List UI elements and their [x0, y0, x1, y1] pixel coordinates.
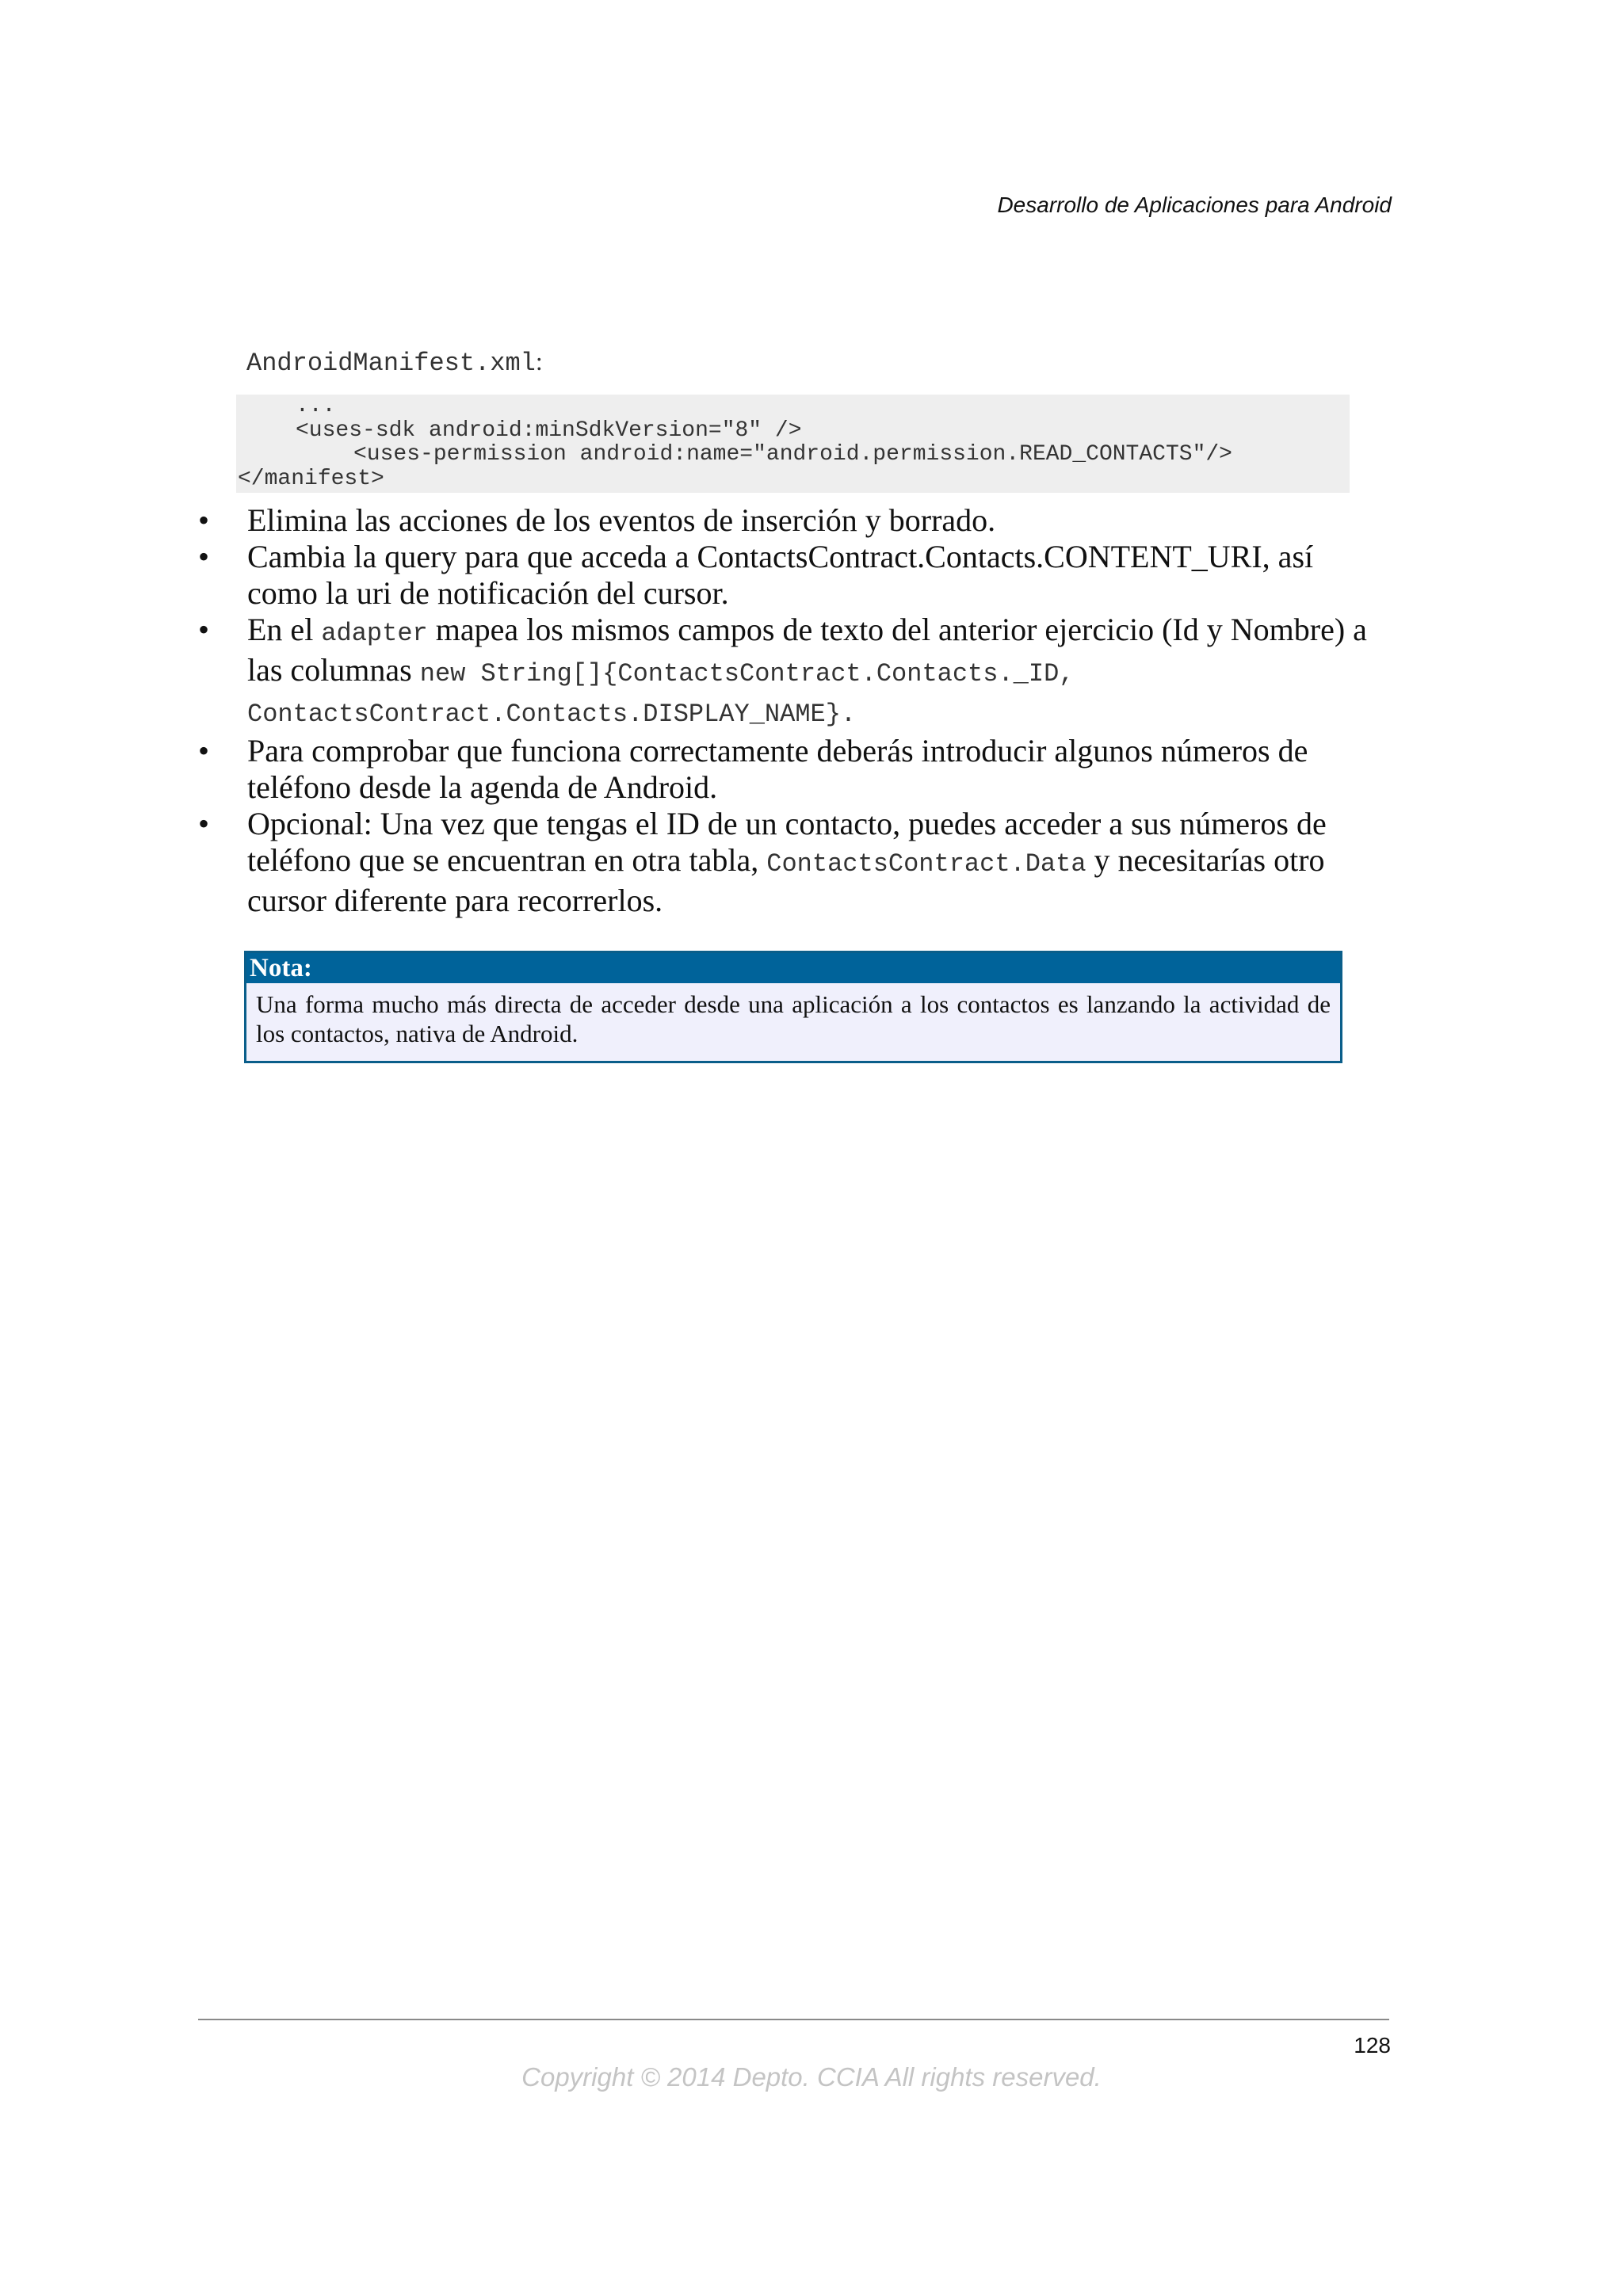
- code-file-label: [246, 347, 543, 378]
- bullet-marker: •: [198, 539, 210, 574]
- note-box: [244, 951, 1342, 1063]
- code-line: </manifest>: [238, 466, 384, 491]
- list-item-text: Opcional: Una vez que tengas el ID de un contacto, puedes acceder a sus números de teléfono que se encuentran en otra tabla,: [247, 806, 1327, 878]
- list-item-text: Cambia la query para que acceda a ContactsContract.Contacts.CONTENT_URI, así como la uri de notificación del cursor.: [247, 539, 1314, 611]
- instruction-list: [198, 502, 1387, 919]
- copyright-notice: Copyright © 2014 Depto. CCIA All rights reserved.: [521, 2062, 1102, 2092]
- note-title: Nota:: [246, 953, 1340, 983]
- code-block: [236, 395, 1350, 493]
- code-line: ...: [296, 395, 336, 418]
- file-label-colon: :: [535, 347, 543, 376]
- list-item-text: Para comprobar que funciona correctamente deberás introducir algunos números de teléfono desde la agenda de Android.: [247, 733, 1308, 805]
- inline-code: .: [840, 700, 857, 729]
- list-item: [198, 502, 1387, 539]
- code-line: <uses-sdk android:minSdkVersion="8" />: [296, 418, 802, 443]
- file-name: AndroidManifest.xml: [246, 349, 536, 378]
- list-item-text: En el: [247, 612, 322, 647]
- code-line: <uses-permission android:name="android.permission.READ_CONTACTS"/>: [353, 442, 1232, 467]
- inline-code: ContactsContract.Data: [766, 849, 1086, 879]
- bullet-marker: •: [198, 806, 210, 841]
- list-item-text: y necesitarías otro cursor diferente para recorrerlos.: [247, 842, 1325, 918]
- list-item-text: Elimina las acciones de los eventos de inserción y borrado.: [247, 502, 996, 538]
- note-body: Una forma mucho más directa de acceder desde una aplicación a los contactos es lanzando la actividad de los contactos, nativa de Android.: [256, 990, 1331, 1047]
- inline-code: adapter: [321, 619, 428, 648]
- list-item: [198, 539, 1387, 612]
- footer-divider: [198, 2019, 1389, 2020]
- inline-code: new String[]{ContactsContract.Contacts._ID, ContactsContract.Contacts.DISPLAY_NAME}: [247, 659, 1075, 729]
- bullet-marker: •: [198, 502, 210, 538]
- list-item: [198, 806, 1387, 919]
- list-item: [198, 612, 1387, 733]
- running-header: Desarrollo de Aplicaciones para Android: [997, 193, 1392, 217]
- list-item-text: mapea los mismos campos de texto del anterior ejercicio (Id y Nombre) a las columnas: [247, 612, 1367, 688]
- bullet-marker: •: [198, 612, 210, 647]
- bullet-marker: •: [198, 733, 210, 769]
- list-item: [198, 733, 1387, 806]
- page-number: 128: [1354, 2033, 1391, 2058]
